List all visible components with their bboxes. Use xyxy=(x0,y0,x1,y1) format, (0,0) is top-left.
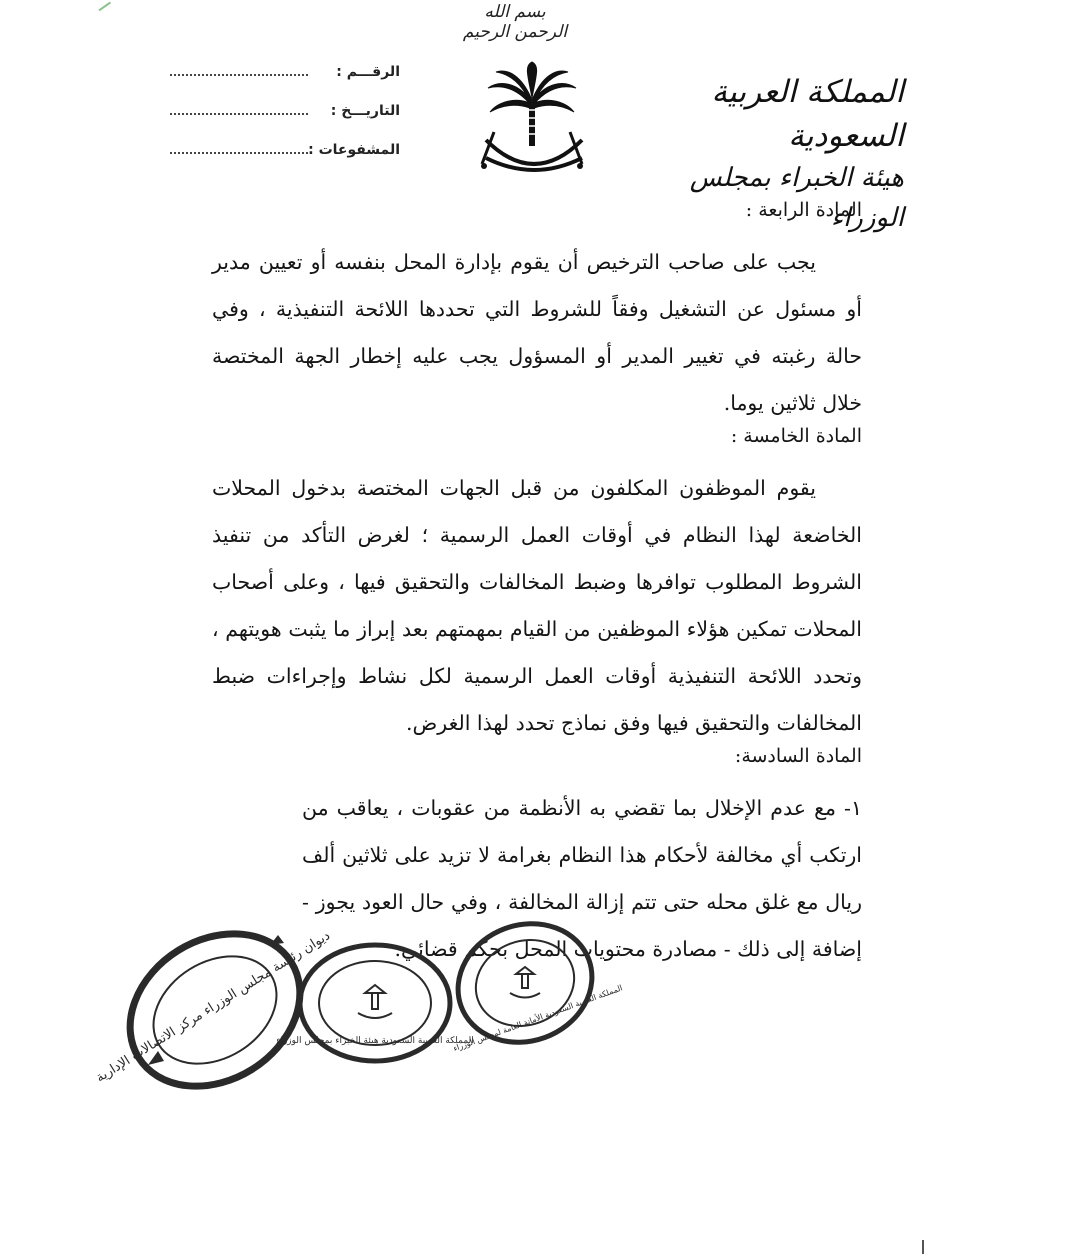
ref-date-value xyxy=(170,101,308,115)
palm-swords-emblem-icon xyxy=(478,62,586,180)
authority-name: هيئة الخبراء بمجلس الوزراء xyxy=(689,163,904,233)
ref-attachments-value xyxy=(170,140,308,154)
corner-mark xyxy=(95,0,111,11)
seal-1-text: ديوان رئاسة مجلس الوزراء مركز الاتصالات الإدارية xyxy=(93,928,333,1086)
official-stamps xyxy=(93,905,624,1095)
ref-number-row xyxy=(170,62,400,101)
seal-experts-authority xyxy=(276,945,474,1061)
ref-date-row xyxy=(170,101,400,140)
article-4-text: يجب على صاحب الترخيص أن يقوم بإدارة المحل بنفسه أو تعيين مدير أو مسئول عن التشغيل وفقاً للشروط التي تحددها اللائحة التنفيذية ، وفي حالة رغبته في تغيير المدير أو المسؤول يجب عليه إخطار الجهة المختصة خلال ثلاثين يوما. xyxy=(212,250,862,415)
article-5-heading: المادة الخامسة : xyxy=(730,425,862,447)
seal-3-text: المملكة العربية السعودية الأمانة العامة لمجلس الوزراء xyxy=(452,983,624,1054)
page-edge-mark xyxy=(922,1240,924,1254)
article-5-text: يقوم الموظفون المكلفون من قبل الجهات المختصة بدخول المحلات الخاضعة لهذا النظام في أوقات العمل الرسمية ؛ لغرض التأكد من تنفيذ الشروط المطلوب توافرها وضبط المخالفات والتحقيق فيها ، وعلى أصحاب المحلات تمكين هؤلاء الموظفين من القيام بمهمتهم بعد إبراز ما يثبت هويتهم ، وتحدد اللائحة التنفيذية أوقات العمل الرسمية لكل نشاط وإجراءات ضبط المخالفات والتحقيق فيها وفق نماذج تحدد لهذا الغرض. xyxy=(212,476,862,735)
reference-fields xyxy=(170,62,400,179)
seal-cabinet-presidency xyxy=(93,903,333,1117)
article-4-heading: المادة الرابعة : xyxy=(745,199,862,221)
ref-number-value xyxy=(170,62,308,76)
ref-attachments-label: المشفوعات : xyxy=(308,142,400,158)
kingdom-name: المملكة العربية السعودية xyxy=(711,74,904,154)
document-body xyxy=(212,195,862,973)
article-6-heading: المادة السادسة: xyxy=(734,745,862,767)
ref-attachments-row xyxy=(170,140,400,179)
article-6-item-1: ١- مع عدم الإخلال بما تقضي به الأنظمة من عقوبات ، يعاقب من ارتكب أي مخالفة لأحكام هذا النظام بغرامة لا تزيد على ثلاثين ألف ريال مع غلق محله حتى تتم إزالة المخالفة ، وفي حال العود يجوز - إضافة إلى ذلك - مصادرة محتويات المحل بحكم قضائي. xyxy=(302,796,862,961)
basmala: بسم الله الرحمن الرحيم xyxy=(462,2,568,42)
seal-2-text: المملكة العربية السعودية هيئة الخبراء بمجلس الوزراء xyxy=(276,1036,474,1046)
ref-date-label: التاريـــخ : xyxy=(330,103,400,119)
ref-number-label: الرقـــم : xyxy=(336,64,400,80)
